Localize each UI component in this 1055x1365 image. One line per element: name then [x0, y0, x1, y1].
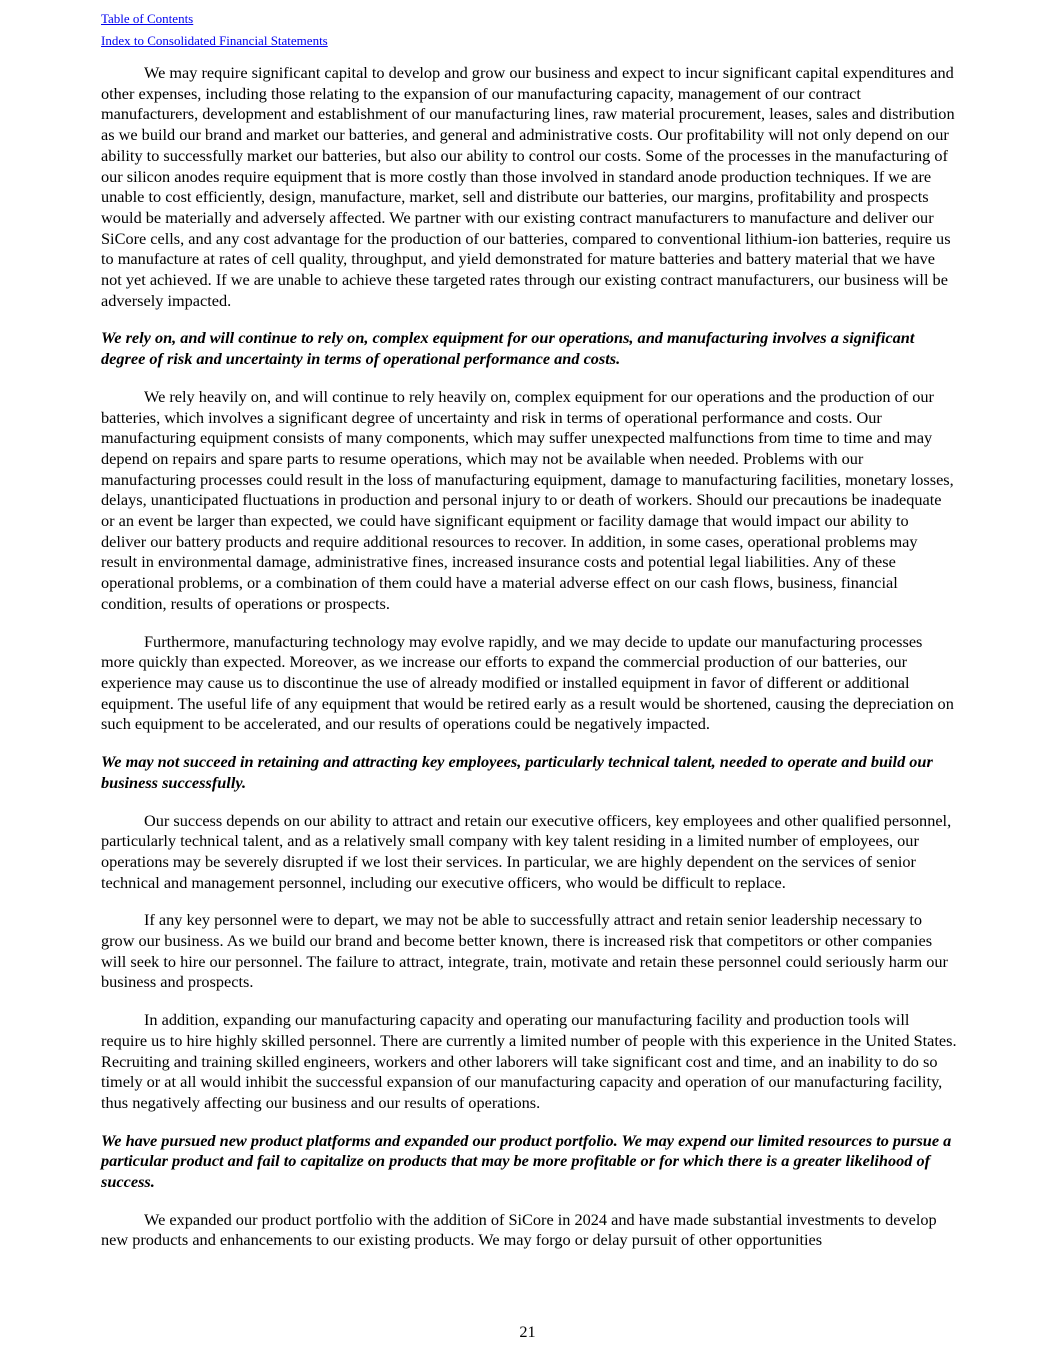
paragraph-success-depends: Our success depends on our ability to attract and retain our executive officers, key employees and other qualified personnel, particularly technical talent, and as a relatively small company with key talent residing in a limited number of employees, our operations may be severely disrupted if we lost their services. In particular, we are highly dependent on the services of senior technical and management personnel, including our executive officers, who would be difficult to replace.	[101, 810, 952, 892]
document-page	[101, 0, 957, 1251]
paragraph-equipment-reliance: We rely heavily on, and will continue to rely heavily on, complex equipment for our operations and the production of our batteries, which involves a significant degree of uncertainty and risk in terms of operational performance and costs. Our manufacturing equipment consists of many components, which may suffer unexpected malfunctions from time to time and may depend on repairs and spare parts to resume operations, which may not be available when needed. Problems with our manufacturing processes could result in the loss of manufacturing equipment, damage to manufacturing facilities, monetary losses, delays, unanticipated fluctuations in production and personal injury to or death of workers. Should our precautions be inadequate or an event be larger than expected, we could have significant equipment or facility damage that would impact our ability to deliver our battery products and require additional resources to recover. In addition, in some cases, operational problems may result in environmental damage, administrative fines, increased insurance costs and potential legal liabilities. Any of these operational problems, or a combination of them could have a material adverse effect on our cash flows, business, financial condition, results of operations or prospects.	[101, 386, 954, 613]
risk-heading-key-employees: We may not succeed in retaining and attracting key employees, particularly technical talent, needed to operate and build our business successfully.	[101, 752, 933, 792]
table-of-contents-link[interactable]: Table of Contents	[101, 11, 194, 26]
index-financial-statements-link[interactable]: Index to Consolidated Financial Statements	[101, 32, 328, 48]
paragraph-product-portfolio: We expanded our product portfolio with the addition of SiCore in 2024 and have made substantial investments to develop new products and enhancements to our existing products. We may forgo or delay pursuit of other opportunities	[101, 1209, 937, 1250]
paragraph-capital-requirements: We may require significant capital to develop and grow our business and expect to incur significant capital expenditures and other expenses, including those relating to the expansion of our manufacturing capacity, management of our contract manufacturers, development and establishment of our manufacturing lines, raw material procurement, leases, sales and distribution as we build our brand and market our batteries, and general and administrative costs. Our profitability will not only depend on our ability to successfully market our batteries, but also our ability to control our costs. Some of the processes in the manufacturing of our silicon anodes require equipment that is more costly than those involved in standard anode production techniques. If we are unable to cost efficiently, design, manufacture, market, sell and distribute our batteries, our margins, profitability and prospects would be materially and adversely affected. We partner with our existing contract manufacturers to manufacture and deliver our SiCore cells, and any cost advantage for the production of our batteries, compared to conventional lithium-ion batteries, require us to manufacture at rates of cell quality, throughput, and yield demonstrated for mature batteries and battery material that we have not yet achieved. If we are unable to achieve these targeted rates through our existing contract manufacturers, our business will be adversely impacted.	[101, 63, 955, 310]
page-number: 21	[519, 1322, 536, 1341]
document-body	[101, 63, 957, 1251]
navigation-links	[101, 0, 957, 51]
risk-heading-complex-equipment: We rely on, and will continue to rely on, complex equipment for our operations, and manufacturing involves a significant degree of risk and uncertainty in terms of operational performance and costs.	[101, 328, 915, 369]
paragraph-skilled-personnel: In addition, expanding our manufacturing capacity and operating our manufacturing facility and production tools will require us to hire highly skilled personnel. There are currently a limited number of people with this experience in the United States. Recruiting and training skilled engineers, workers and other laborers will take significant cost and time, and an inability to do so timely or at all would inhibit the successful expansion of our manufacturing capacity and operation of our manufacturing facility, thus negatively affecting our business and our results of operations.	[101, 1010, 957, 1112]
risk-heading-product-platforms: We have pursued new product platforms and expanded our product portfolio. We may expend our limited resources to pursue a particular product and fail to capitalize on products that may be more profitable or for which there is a greater likelihood of success.	[101, 1130, 952, 1192]
paragraph-technology-evolution: Furthermore, manufacturing technology may evolve rapidly, and we may decide to update our manufacturing processes more quickly than expected. Moreover, as we increase our efforts to expand the commercial production of our batteries, our experience may cause us to discontinue the use of already modified or installed equipment in favor of different or additional equipment. The useful life of any equipment that would be retired early as a result would be shortened, causing the depreciation on such equipment to be accelerated, and our results of operations could be negatively impacted.	[101, 631, 954, 734]
paragraph-key-personnel-depart: If any key personnel were to depart, we may not be able to successfully attract and retain senior leadership necessary to grow our business. As we build our brand and become better known, there is increased risk that competitors or other companies will seek to hire our personnel. The failure to attract, integrate, train, motivate and retain these personnel could seriously harm our business and prospects.	[101, 910, 948, 992]
